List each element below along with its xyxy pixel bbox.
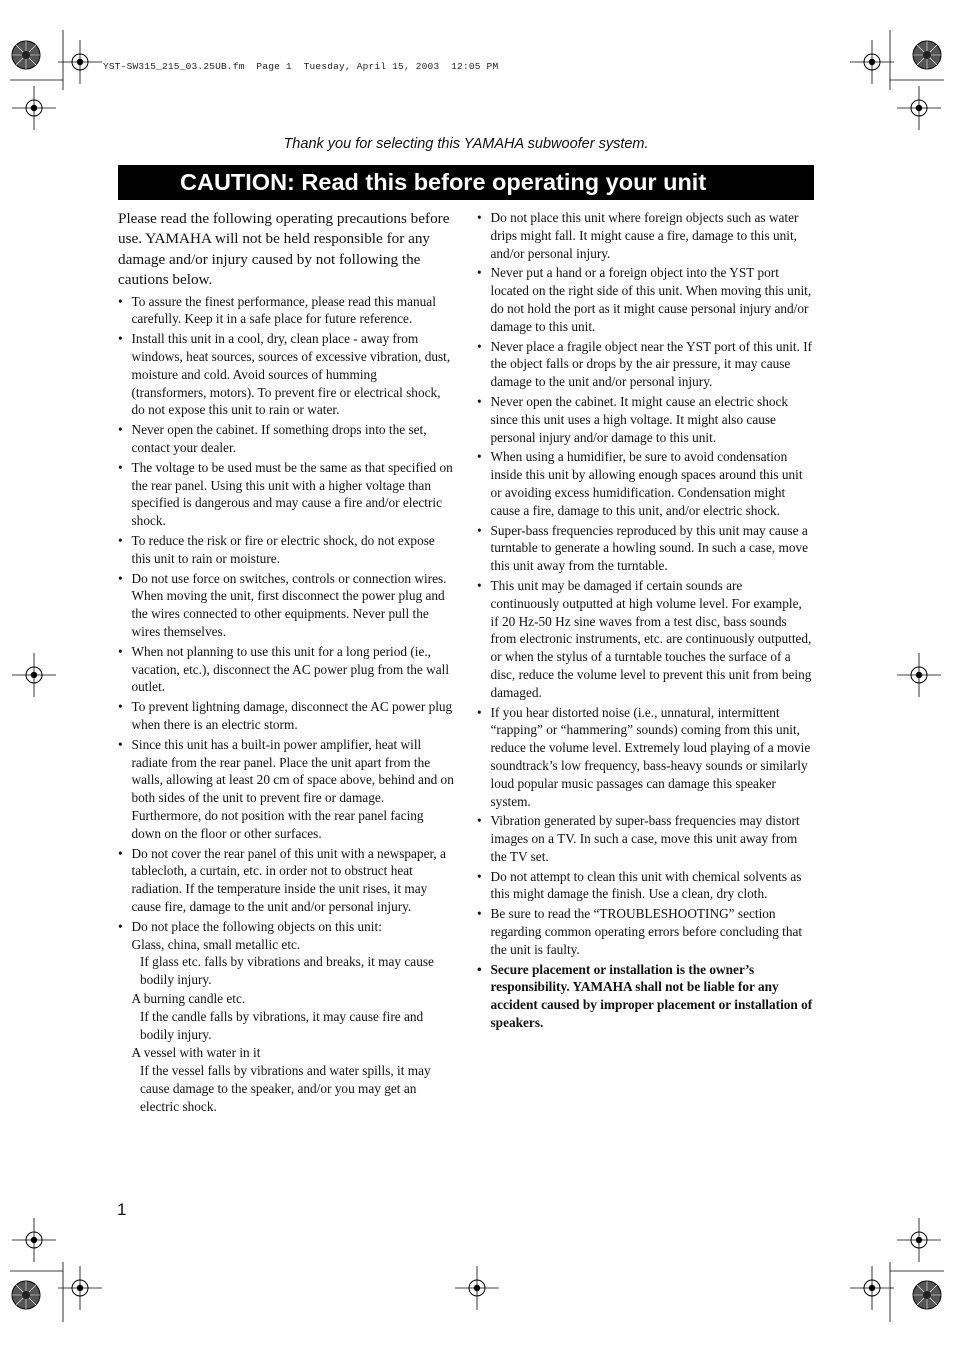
list-item: • When not planning to use this unit for a long period (ie., vacation, etc.), disconnect the AC power plug from the wall outlet. [118,643,450,695]
list-item: • To prevent lightning damage, disconnect the AC power plug when there is an electric storm. [118,699,453,732]
bullet-icon: • [118,845,123,861]
registration-rosette-icon [913,1281,941,1309]
bullet-icon: • [477,338,482,354]
list-item: • Do not use force on switches, controls or connection wires. When moving the unit, first disconnect the power plug and the wires connected to other equipments. Never pull the wires themselves. [118,570,447,639]
object-name: A burning candle etc. [131,990,246,1006]
list-item: • Install this unit in a cool, dry, clean place - away from windows, heat sources, sources of excessive vibration, dust, moisture and cold. Avoid sources of humming (transformers, motors). To prevent fire or electrical shock, do not expose this unit to rain or water. [118,331,451,418]
objects-lead: Do not place the following objects on this unit: [131,918,382,934]
registration-crosshair-icon [850,1266,894,1310]
bullet-icon: • [477,906,482,922]
bullet-icon: • [477,868,482,884]
bullet-icon: • [118,459,123,475]
list-item: • To reduce the risk or fire or electric shock, do not expose this unit to rain or moisture. [118,532,435,566]
registration-crosshair-icon [897,1218,941,1262]
bullet-icon: • [477,961,482,977]
registration-crosshair-icon [455,1266,499,1310]
list-item: • Do not attempt to clean this unit with chemical solvents as this might damage the finish. Use a clean, dry cloth. [477,868,802,902]
list-item: • Never put a hand or a foreign object into the YST port located on the right side of this unit. When moving this unit, do not hold the port as it might cause personal injury and/or damage to this unit. [477,265,812,334]
list-item: • Super-bass frequencies reproduced by this unit may cause a turntable to generate a howling sound. In such a case, move this unit away from the turntable. [477,522,809,574]
bullet-icon: • [477,577,482,593]
bullet-icon: • [118,331,123,347]
registration-crosshair-icon [58,1266,102,1310]
left-column [118,209,454,1117]
objects-list-item [118,918,454,1116]
bullet-icon: • [118,699,123,715]
list-item: • Never open the cabinet. It might cause an electric shock since this unit uses a high voltage. It might also cause personal injury and/or damage to this unit. [477,393,789,445]
list-item: • Do not place this unit where foreign objects such as water drips might fall. It might cause a fire, damage to this unit, and/or personal injury. [477,210,799,261]
bullet-icon: • [477,813,482,829]
caution-banner: CAUTION: Read this before operating your unit [118,165,814,200]
bullet-icon: • [118,736,123,752]
page-number: 1 [117,1200,127,1219]
list-item: • To assure the finest performance, please read this manual carefully. Keep it in a safe place for future reference. [118,293,436,327]
registration-rosette-icon [913,41,941,69]
registration-rosette-icon [12,41,40,69]
left-caution-list [118,293,454,1116]
bullet-icon: • [118,422,123,438]
registration-crosshair-icon [850,40,894,84]
registration-crosshair-icon [12,653,56,697]
owner-responsibility-notice: • Secure placement or installation is the owner’s responsibility. YAMAHA shall not be liable for any accident caused by improper placement or installation of speakers. [477,961,813,1031]
bullet-icon: • [118,643,123,659]
registration-crosshair-icon [897,653,941,697]
object-desc: If glass etc. falls by vibrations and breaks, it may cause bodily injury. [140,954,434,988]
right-column [477,209,813,1034]
registration-rosette-icon [12,1281,40,1309]
registration-crosshair-icon [897,86,941,130]
list-item: • Never place a fragile object near the YST port of this unit. If the object falls or drops by the air pressure, it may cause damage to the unit and/or personal injury. [477,338,813,390]
list-item: • Never open the cabinet. If something drops into the set, contact your dealer. [118,422,427,455]
file-info-line: YST-SW315_215_03.25UB.fm Page 1 Tuesday, April 15, 2003 12:05 PM [103,61,499,72]
list-item: • Do not cover the rear panel of this unit with a newspaper, a tablecloth, a curtain, etc. in order not to obstruct heat radiation. If the temperature inside the unit rises, it may cause fire, damage to the unit and/or personal injury. [118,845,446,914]
bullet-icon: • [118,918,123,934]
list-item: • If you hear distorted noise (i.e., unnatural, intermittent “rapping” or “hammering” sounds) coming from this unit, reduce the volume level. Extremely loud playing of a movie soundtrack’s low frequency, bass-heavy sounds or similarly loud popular music passages can damage this speaker system. [477,704,811,809]
object-desc: If the vessel falls by vibrations and water spills, it may cause damage to the speaker, and/or you may get an electric shock. [140,1063,431,1114]
list-item: • Be sure to read the “TROUBLESHOOTING” section regarding common operating errors before concluding that the unit is faulty. [477,906,803,957]
bullet-icon: • [477,265,482,281]
tagline: Thank you for selecting this YAMAHA subwoofer system. [283,136,649,152]
bullet-icon: • [477,522,482,538]
list-item: • This unit may be damaged if certain sounds are continuously outputted at high volume level. For example, if 20 Hz-50 Hz sine waves from a test disc, bass sounds from electronic instruments, etc. are continuously outputted, or when the stylus of a turntable touches the surface of a disc, reduce the volume level to prevent this unit from being damaged. [477,577,812,700]
list-item: • Vibration generated by super-bass frequencies may distort images on a TV. In such a case, move this unit away from the TV set. [477,813,800,864]
list-item: • The voltage to be used must be the same as that specified on the rear panel. Using this unit with a higher voltage than specified is dangerous and may cause a fire and/or electric shock. [118,459,453,529]
registration-crosshair-icon [58,40,102,84]
bullet-icon: • [477,393,482,409]
list-item: • When using a humidifier, be sure to avoid condensation inside this unit by allowing enough spaces around this unit or avoiding excess humidification. Condensation might cause a fire, damage to this unit, and/or electric shock. [477,449,803,518]
bullet-icon: • [118,570,123,586]
object-name: A vessel with water in it [131,1045,261,1061]
bullet-icon: • [118,293,123,309]
registration-crosshair-icon [12,1218,56,1262]
object-desc: If the candle falls by vibrations, it may cause fire and bodily injury. [140,1008,424,1042]
bullet-icon: • [477,704,482,720]
right-caution-list [477,209,813,1032]
bullet-icon: • [118,532,123,548]
object-name: Glass, china, small metallic etc. [131,936,301,952]
list-item: • Since this unit has a built-in power amplifier, heat will radiate from the rear panel. Place the unit apart from the walls, allowing at least 20 cm of space above, behind and on both sides of the unit to prevent fire or damage. Furthermore, do not position with the rear panel facing down on the floor or other surfaces. [118,736,454,841]
intro-paragraph: Please read the following operating precautions before use. YAMAHA will not be held responsible for any damage and/or injury caused by not following the cautions below. [118,210,450,289]
bullet-icon: • [477,210,482,225]
bullet-icon: • [477,449,482,465]
registration-crosshair-icon [12,86,56,130]
